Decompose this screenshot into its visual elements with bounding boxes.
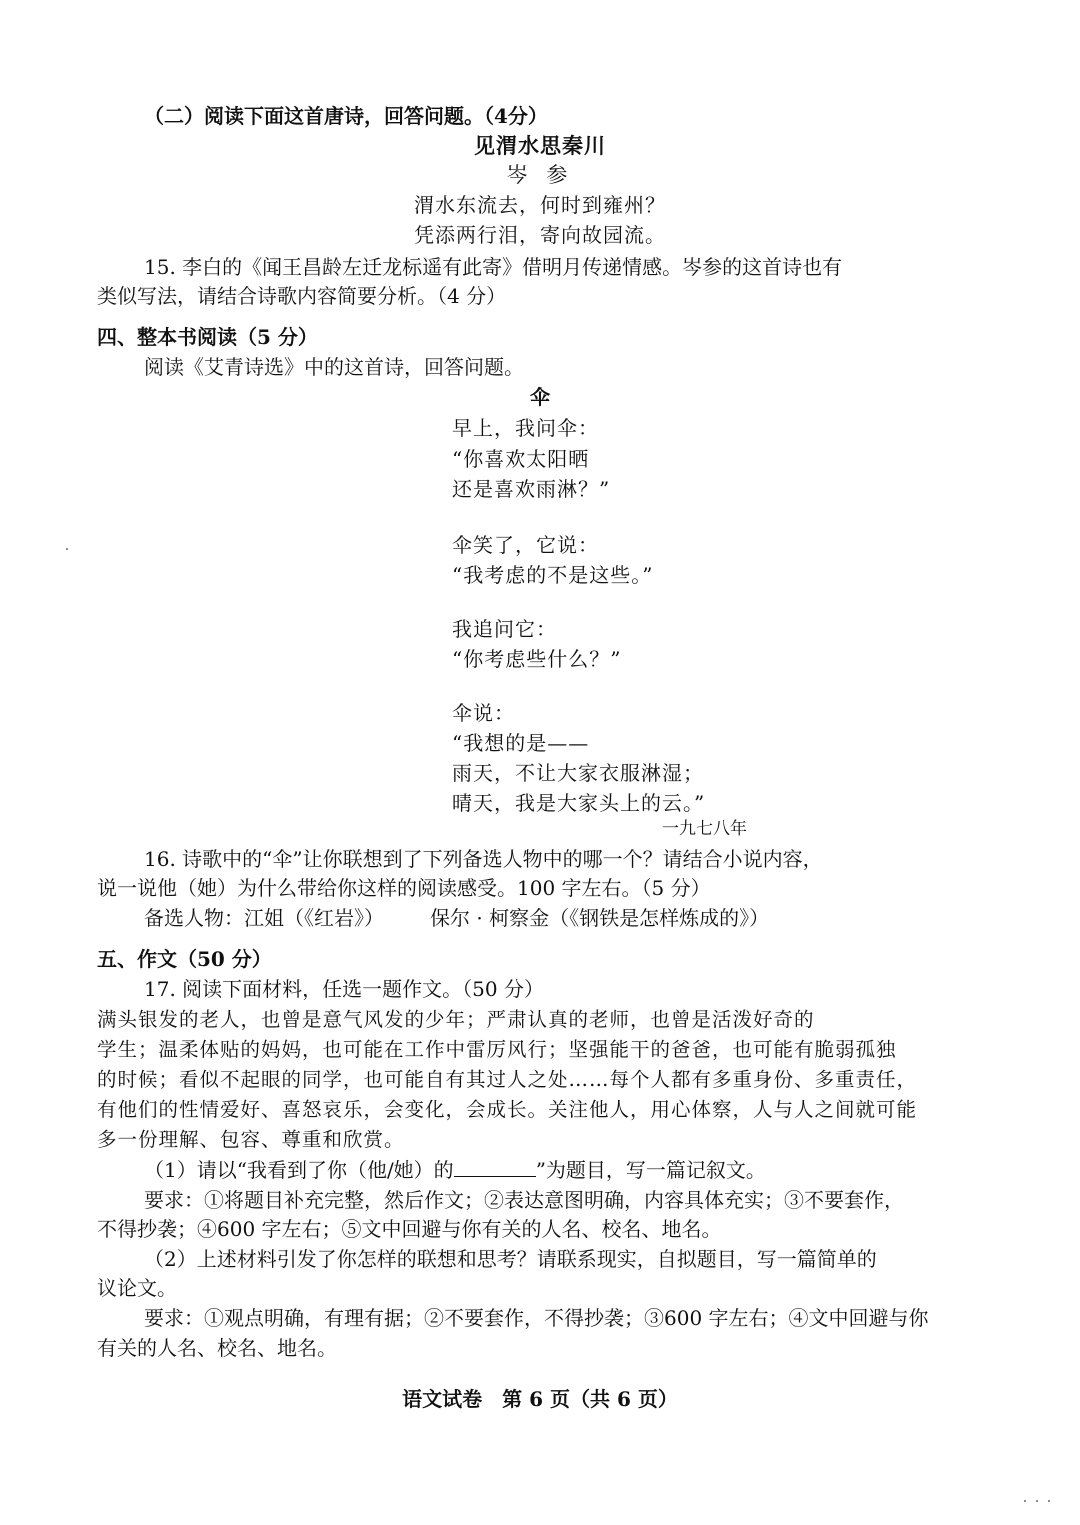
umbrella-poem-line: 晴天，我是大家头上的云。” — [452, 791, 706, 815]
umbrella-poem-line: 雨天，不让大家衣服淋湿； — [452, 761, 704, 785]
umbrella-poem-line: “我想的是—— — [452, 731, 590, 755]
material-line: 学生；温柔体贴的妈妈，也可能在工作中雷厉风行；坚强能干的爸爸，也可能有脆弱孤独 — [97, 1038, 897, 1061]
umbrella-poem-line: 伞笑了，它说： — [452, 533, 599, 557]
q16-line-1: 16. 诗歌中的“伞”让你联想到了下列备选人物中的哪一个？请结合小说内容， — [144, 847, 823, 871]
poem-line-2: 凭添两行泪，寄向故园流。 — [414, 223, 666, 247]
section-four-heading: 四、整本书阅读（5 分） — [97, 325, 318, 349]
material-line: 满头银发的老人，也曾是意气风发的少年；严肃认真的老师，也曾是活泼好奇的 — [97, 1008, 815, 1031]
material-line: 有他们的性情爱好、喜怒哀乐，会变化，会成长。关注他人，用心体察，人与人之间就可能 — [97, 1098, 918, 1121]
material-line: 多一份理解、包容、尊重和欣赏。 — [97, 1128, 405, 1151]
q16-line-2: 说一说他（她）为什么带给你这样的阅读感受。100 字左右。（5 分） — [97, 876, 711, 900]
umbrella-poem-line: “你考虑些什么？” — [452, 647, 622, 671]
scan-speck — [1048, 1500, 1050, 1502]
task-1 — [144, 1157, 766, 1183]
task-1-prefix: （1）请以“我看到了你（他/她）的 — [144, 1158, 454, 1182]
umbrella-poem-line: 早上，我问伞： — [452, 416, 599, 440]
q16-candidate-2: 保尔 · 柯察金（《钢铁是怎样炼成的》） — [430, 906, 770, 930]
poem-line-1: 渭水东流去，何时到雍州？ — [414, 193, 666, 217]
q15-line-2: 类似写法，请结合诗歌内容简要分析。（4 分） — [97, 284, 507, 308]
scan-speck — [66, 548, 68, 550]
req-1-line-2: 不得抄袭；④600 字左右；⑤文中回避与你有关的人名、校名、地名。 — [97, 1217, 722, 1241]
umbrella-poem-title: 伞 — [530, 385, 550, 409]
req-1-line-1: 要求：①将题目补充完整，然后作文；②表达意图明确，内容具体充实；③不要套作， — [144, 1188, 904, 1212]
umbrella-poem-line: 我追问它： — [452, 617, 557, 641]
title-blank — [454, 1158, 536, 1177]
poem-title: 见渭水思秦川 — [474, 133, 606, 158]
umbrella-poem-line: “我考虑的不是这些。” — [452, 563, 654, 587]
material-line: 的时候；看似不起眼的同学，也可能自有其过人之处……每个人都有多重身份、多重责任， — [97, 1068, 918, 1091]
req-2-line-1: 要求：①观点明确，有理有据；②不要套作，不得抄袭；③600 字左右；④文中回避与你 — [144, 1306, 929, 1330]
task-2-line-2: 议论文。 — [97, 1276, 177, 1300]
poem-author: 岑 参 — [506, 163, 574, 187]
req-2-line-2: 有关的人名、校名、地名。 — [97, 1336, 337, 1360]
section-two-heading: （二）阅读下面这首唐诗，回答问题。（4分） — [144, 104, 548, 128]
section-five-heading: 五、作文（50 分） — [97, 947, 272, 971]
umbrella-poem-line: “你喜欢太阳晒 — [452, 447, 590, 471]
q17-heading: 17. 阅读下面材料，任选一题作文。（50 分） — [144, 977, 544, 1001]
q15-line-1: 15. 李白的《闻王昌龄左迁龙标遥有此寄》借明月传递情感。岑参的这首诗也有 — [144, 255, 843, 279]
umbrella-poem-date: 一九七八年 — [662, 819, 747, 839]
task-1-suffix: ”为题目，写一篇记叙文。 — [535, 1158, 766, 1182]
umbrella-poem-line: 还是喜欢雨淋？” — [452, 477, 611, 501]
q16-candidate-1: 备选人物：江姐（《红岩》） — [144, 906, 384, 930]
umbrella-poem-line: 伞说： — [452, 701, 515, 725]
scan-speck — [1036, 1500, 1038, 1502]
page-footer: 语文试卷 第 6 页（共 6 页） — [402, 1387, 678, 1411]
section-four-intro: 阅读《艾青诗选》中的这首诗，回答问题。 — [144, 355, 524, 379]
scan-speck — [1024, 1500, 1026, 1502]
task-2-line-1: （2）上述材料引发了你怎样的联想和思考？请联系现实，自拟题目，写一篇简单的 — [144, 1247, 877, 1271]
